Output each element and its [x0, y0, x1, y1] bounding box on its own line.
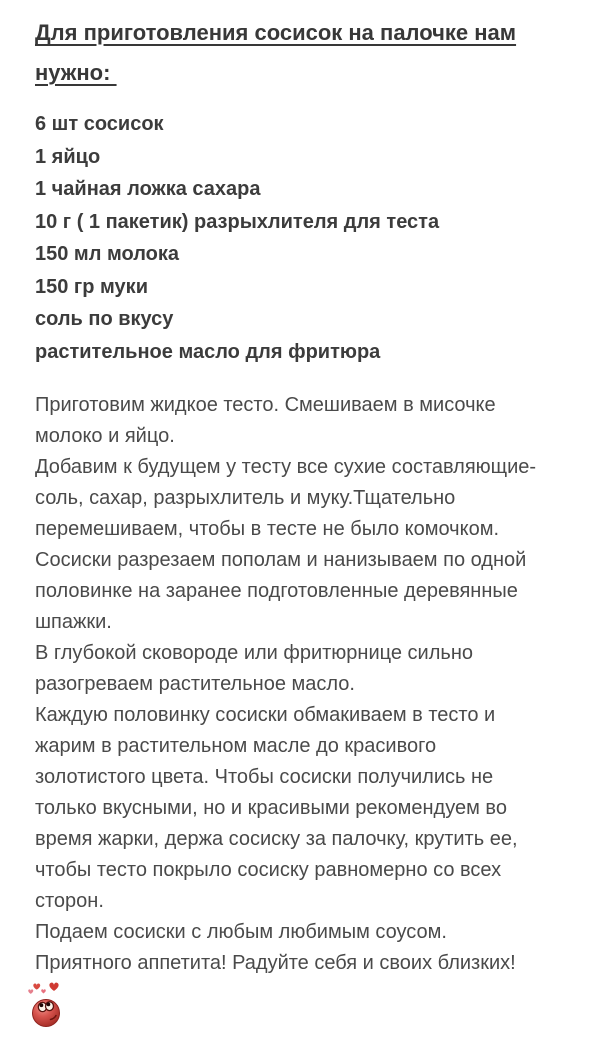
ingredient-line: 1 чайная ложка сахара	[35, 178, 261, 200]
recipe-article	[35, 13, 590, 1028]
instruction-line: Подаем сосиски с любым любимым соусом.	[35, 921, 447, 943]
instruction-line: молоко и яйцо.	[35, 425, 175, 447]
instruction-line: Добавим к будущем у тесту все сухие составляющие-	[35, 456, 537, 478]
instructions-text	[35, 390, 590, 979]
instruction-line: соль, сахар, разрыхлитель и муку.Тщательно	[35, 487, 456, 509]
instruction-line: время жарки, держа сосиску за палочку, крутить ее,	[35, 828, 518, 850]
instruction-line: только вкусными, но и красивыми рекомендуем во	[35, 797, 507, 819]
ingredient-line: 6 шт сосисок	[35, 113, 164, 135]
heart-icon	[33, 983, 40, 989]
instruction-line: Сосиски разрезаем пополам и нанизываем по одной	[35, 549, 527, 571]
instruction-line: разогреваем растительное масло.	[35, 673, 355, 695]
heart-icon	[41, 989, 46, 993]
ingredient-line: соль по вкусу	[35, 308, 174, 330]
instruction-line: Приготовим жидкое тесто. Смешиваем в мисочке	[35, 394, 496, 416]
instruction-line: золотистого цвета. Чтобы сосиски получились не	[35, 766, 494, 788]
instruction-line: Приятного аппетита! Радуйте себя и своих близких!	[35, 952, 516, 974]
heart-icon	[28, 989, 33, 994]
ingredient-line: 1 яйцо	[35, 145, 101, 168]
ingredients-list	[35, 108, 590, 368]
instruction-line: половинке на заранее подготовленные деревянные	[35, 580, 518, 602]
instruction-line: жарим в растительном масле до красивого	[35, 735, 437, 757]
ingredient-line: растительное масло для фритюра	[35, 340, 381, 363]
instruction-line: Каждую половинку сосиски обмакиваем в тесто и	[35, 704, 496, 726]
instruction-line: чтобы тесто покрыло сосиску равномерно со всех	[35, 859, 502, 881]
in-love-smiley-emoji	[27, 981, 69, 1028]
recipe-heading: Для приготовления сосисок на палочке нам нужно:	[35, 20, 517, 85]
hearts-cluster-icon	[28, 983, 58, 994]
smiley-face-icon	[33, 1000, 60, 1027]
heart-icon	[49, 983, 58, 991]
instruction-line: сторон.	[35, 890, 104, 912]
instruction-line: В глубокой сковороде или фритюрнице сильно	[35, 642, 473, 664]
instruction-line: шпажки.	[35, 611, 112, 633]
ingredient-line: 150 гр муки	[35, 275, 148, 298]
ingredient-line: 150 мл молока	[35, 243, 180, 265]
ingredient-line: 10 г ( 1 пакетик) разрыхлителя для теста	[35, 210, 440, 233]
instruction-line: перемешиваем, чтобы в тесте не было комочком.	[35, 518, 500, 540]
